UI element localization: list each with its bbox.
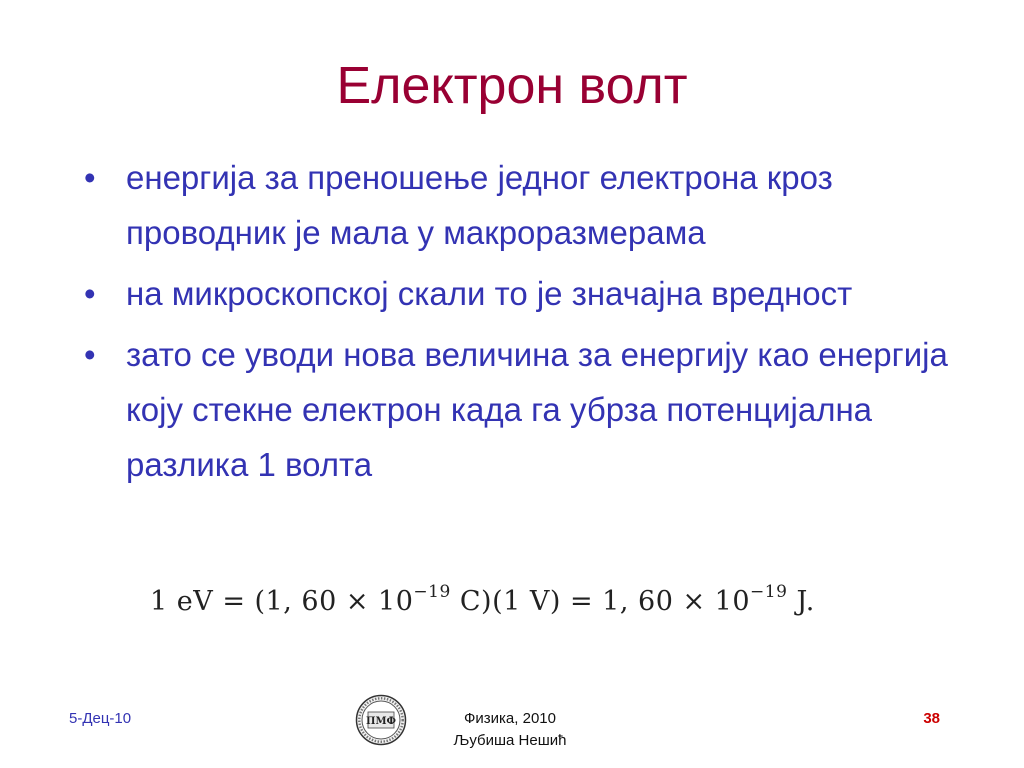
bullet-list (80, 150, 960, 498)
svg-text:ПМФ: ПМФ (366, 716, 396, 727)
footer-author: Љубиша Нешић (453, 732, 567, 749)
bullet-item (80, 327, 960, 492)
bullet-icon: • (84, 275, 96, 312)
footer-center (420, 708, 600, 752)
bullet-item (80, 150, 960, 260)
formula-part: 1 eV = (1, 60 × 10 (150, 586, 414, 617)
footer-course: Физика, 2010 (464, 710, 556, 727)
formula-part: C)(1 V) = 1, 60 × 10 (450, 586, 751, 617)
bullet-icon: • (84, 336, 96, 373)
page-number: 38 (923, 710, 940, 727)
footer-date: 5-Дец-10 (69, 710, 132, 727)
bullet-text: енергија за преношење једног електрона кроз проводник је мала у макроразмерама (126, 159, 833, 251)
slide-title: Електрон волт (336, 57, 688, 115)
electron-volt-formula (150, 582, 815, 617)
formula-exponent: −19 (413, 582, 451, 602)
bullet-icon: • (84, 159, 96, 196)
bullet-item (80, 266, 960, 321)
formula-exponent: −19 (750, 582, 788, 602)
university-logo-icon (355, 694, 407, 746)
formula-part: J. (787, 586, 815, 617)
bullet-text: зато се уводи нова величина за енергију као енергија коју стекне електрон када га убрза потенцијална разлика 1 волта (126, 336, 948, 483)
bullet-text: на микроскопској скали то је значајна вредност (126, 275, 853, 312)
